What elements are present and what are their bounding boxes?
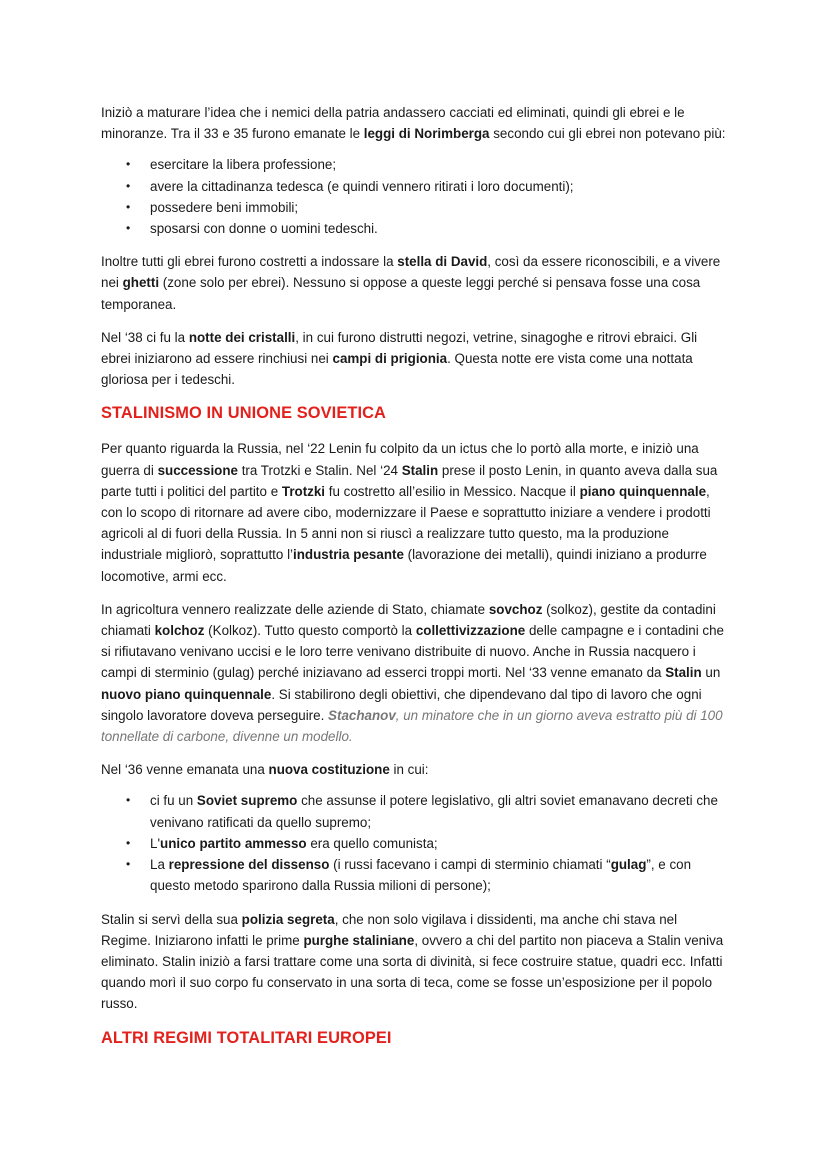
bold-term: leggi di Norimberga <box>363 126 490 142</box>
paragraph-norimberga <box>101 102 729 144</box>
bold-term: campi di prigionia <box>332 351 448 367</box>
text: , un minatore che in un giorno aveva estratto più di 100 tonnellate di carbone, divenne un modello. <box>101 707 723 745</box>
text: (i russi facevano i campi di sterminio chiamati “ <box>329 857 611 873</box>
bold-term: industria pesante <box>293 547 404 563</box>
list-item-text: avere la cittadinanza tedesca (e quindi vennero ritirati i loro documenti); <box>150 178 574 194</box>
paragraph-stella-david <box>101 251 729 315</box>
bold-term: unico partito ammesso <box>160 835 307 851</box>
text: (solkoz), gestite da contadini chiamati <box>101 601 716 639</box>
bold-term: Trotzki <box>281 483 326 499</box>
list-item <box>101 833 729 854</box>
paragraph-notte-cristalli <box>101 327 729 391</box>
text: (Kolkoz). Tutto questo comportò la <box>204 623 416 639</box>
text: in cui: <box>389 762 429 778</box>
text: secondo cui gli ebrei non potevano più: <box>489 126 726 142</box>
text: Per quanto riguarda la Russia, nel ‘22 Lenin fu colpito da un ictus che lo portò alla morte, e iniziò una guerra di <box>101 441 699 478</box>
bold-term: Soviet supremo <box>196 793 298 809</box>
text: La <box>150 857 169 873</box>
list-item <box>101 790 729 832</box>
bold-term: nuova costituzione <box>268 762 390 778</box>
text: . Questa notte ere vista come una nottata gloriosa per i tedeschi. <box>101 351 693 388</box>
bullet-list-restrictions <box>101 154 729 239</box>
bold-term: Stalin <box>401 462 439 478</box>
text: . Si stabilirono degli obiettivi, che dipendevano dal tipo di lavoro che ogni singolo lavoratore doveva perseguire. <box>101 686 702 723</box>
bold-term: ghetti <box>122 275 160 291</box>
bold-term: gulag <box>610 857 647 873</box>
text: Stalin si servì della sua <box>101 911 242 927</box>
bold-term: polizia segreta <box>241 911 335 927</box>
text: Inoltre tutti gli ebrei furono costretti a indossare la <box>101 254 398 270</box>
text: (lavorazione dei metalli), quindi iniziano a produrre locomotive, armi ecc. <box>101 547 707 584</box>
document-body <box>101 102 729 1063</box>
text: che assunse il potere legislativo, gli altri soviet emanavano decreti che venivano ratificati da quello supremo; <box>150 793 718 830</box>
list-item-text: esercitare la libera professione; <box>150 157 337 173</box>
text: fu costretto all’esilio in Messico. Nacque il <box>325 483 580 499</box>
text: Nel ‘36 venne emanata una <box>101 762 269 778</box>
text: delle campagne e i contadini che si rifiutavano venivano uccisi e le loro terre venivano distribuite di nuovo. Anche in Russia nacquero i campi di sterminio (gulag) perché iniziavano ad esserci troppi morti. Nel ‘33 venne emanato da <box>101 623 724 681</box>
text: Iniziò a maturare l’idea che i nemici della patria andassero cacciati ed eliminati, quindi gli ebrei e le minoranze. Tra il 33 e 35 furono emanate le <box>101 105 685 142</box>
bullet-icon: • <box>126 157 131 172</box>
bullet-icon: • <box>126 857 131 872</box>
bold-term: notte dei cristalli <box>188 329 296 345</box>
bold-term: nuovo piano quinquennale <box>101 686 272 702</box>
text: In agricoltura vennero realizzate delle aziende di Stato, chiamate <box>101 601 489 617</box>
paragraph-polizia-segreta <box>101 909 729 1015</box>
section-heading-stalinismo: STALINISMO IN UNIONE SOVIETICA <box>101 404 386 423</box>
list-item <box>101 176 729 197</box>
list-item-text: possedere beni immobili; <box>150 199 299 215</box>
text: , in cui furono distrutti negozi, vetrine, sinagoghe e ritrovi ebraici. Gli ebrei iniziarono ad essere rinchiusi nei <box>101 329 698 367</box>
text: ci fu un <box>150 793 197 809</box>
bullet-list-costituzione <box>101 790 729 896</box>
bullet-icon: • <box>126 221 131 236</box>
bold-term: repressione del dissenso <box>168 857 330 873</box>
paragraph-agricoltura <box>101 599 729 747</box>
bold-term: kolchoz <box>154 623 205 639</box>
text: un <box>701 665 721 681</box>
section-heading-altri-regimi: ALTRI REGIMI TOTALITARI EUROPEI <box>101 1028 392 1047</box>
paragraph-costituzione <box>101 759 729 780</box>
text: , così da essere riconoscibili, e a vivere nei <box>101 254 721 291</box>
bold-term: purghe staliniane <box>303 932 415 948</box>
bullet-icon: • <box>126 793 131 808</box>
text: L' <box>150 835 161 851</box>
bold-term: sovchoz <box>488 601 543 617</box>
text: , con lo scopo di ritornare ad avere cibo, modernizzare il Paese e soprattutto iniziare a vendere i prodotti agricoli al di fuori della Russia. In 5 anni non si riuscì a realizzare tutto questo, ma la produzione industriale migliorò, soprattutto l’ <box>101 483 711 563</box>
text: era quello comunista; <box>306 835 438 851</box>
bold-term: successione <box>157 462 238 478</box>
text: (zone solo per ebrei). Nessuno si oppose a queste leggi perché si pensava fosse una cosa temporanea. <box>101 275 701 312</box>
list-item <box>101 197 729 218</box>
list-item <box>101 218 729 239</box>
paragraph-russia-lenin <box>101 438 729 586</box>
bold-term: Stalin <box>665 665 702 681</box>
text: Nel ‘38 ci fu la <box>101 329 189 345</box>
bold-term: stella di David <box>397 254 488 270</box>
bullet-icon: • <box>126 199 131 214</box>
bullet-icon: • <box>126 835 131 850</box>
text: , ovvero a chi del partito non piaceva a Stalin veniva eliminato. Stalin iniziò a farsi trattare come una sorta di divinità, si fece costruire statue, quadri ecc. Infatti quando morì il suo corpo fu conservato in una sorta di teca, come se fosse un’esposizione per il popolo russo. <box>101 932 724 1012</box>
text: prese il posto Lenin, in quanto aveva dalla sua parte tutti i politici del partito e <box>101 462 718 499</box>
list-item <box>101 854 729 896</box>
bold-term: piano quinquennale <box>579 483 707 499</box>
bold-term: collettivizzazione <box>415 623 526 639</box>
list-item-text: sposarsi con donne o uomini tedeschi. <box>150 221 378 237</box>
bullet-icon: • <box>126 178 131 193</box>
text: , che non solo vigilava i dissidenti, ma anche chi stava nel Regime. Iniziarono infatti le prime <box>101 911 678 948</box>
bold-term: Stachanov <box>328 707 396 723</box>
text: tra Trotzki e Stalin. Nel ‘24 <box>237 462 402 478</box>
text: ”, e con questo metodo sparirono dalla Russia milioni di persone); <box>150 857 692 894</box>
list-item <box>101 154 729 175</box>
